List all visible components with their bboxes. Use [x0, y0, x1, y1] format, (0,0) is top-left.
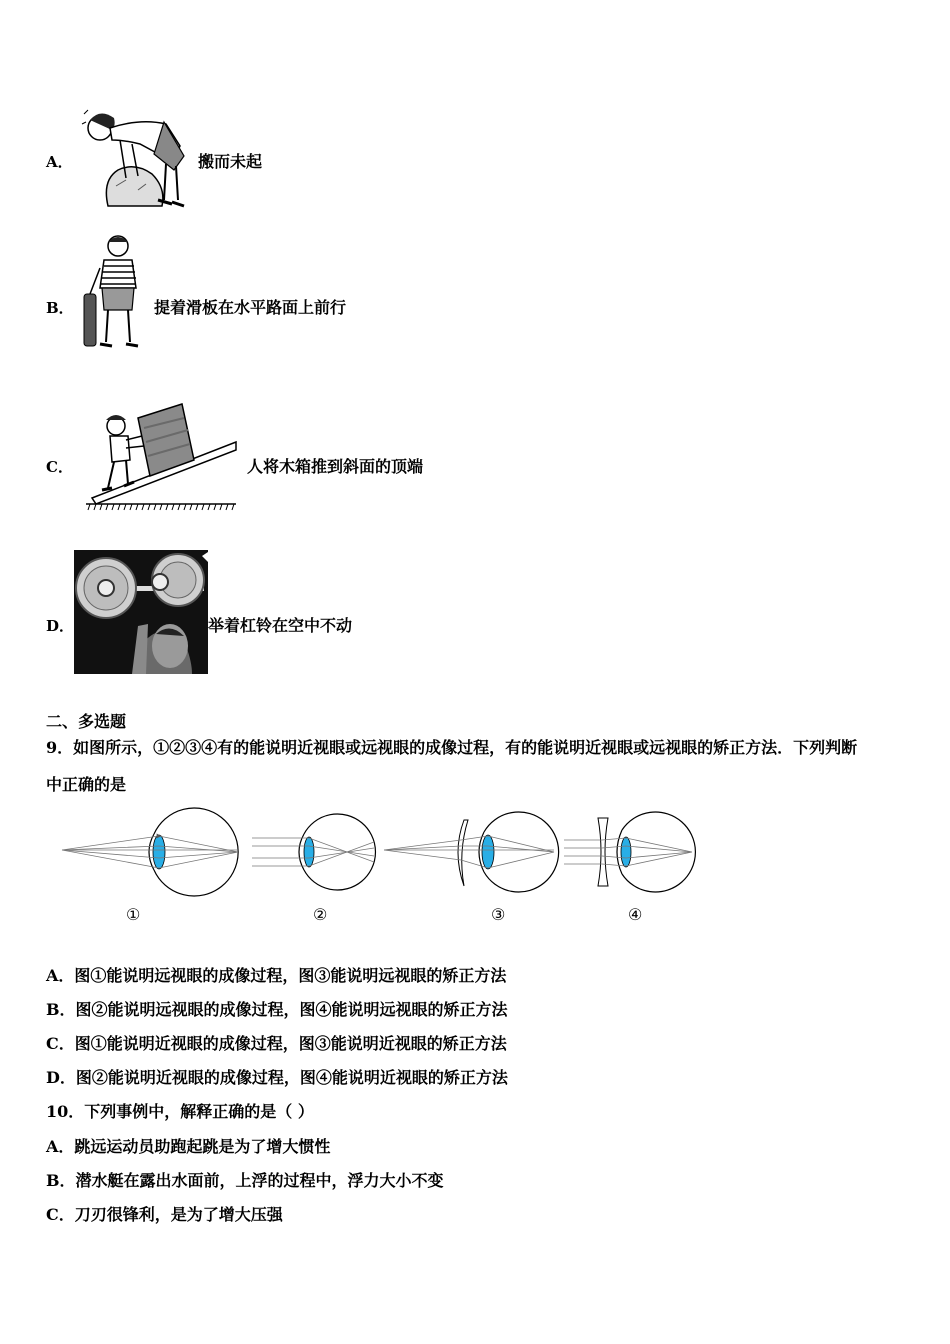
- figure-label-3: ③: [491, 905, 506, 924]
- q10-stem: 10．下列事例中，解释正确的是（ ）: [46, 1102, 314, 1121]
- q10-option-b: B．潜水艇在露出水面前，上浮的过程中，浮力大小不变: [46, 1171, 444, 1190]
- q9-option-c: C．图①能说明近视眼的成像过程，图③能说明近视眼的矫正方法: [46, 1034, 507, 1053]
- figure-label-2: ②: [313, 905, 328, 924]
- option-b-illustration: [82, 232, 152, 354]
- option-a-letter: A．: [46, 153, 73, 171]
- option-a-illustration: [80, 100, 190, 212]
- q10-option-a: A．跳远运动员助跑起跳是为了增大惯性: [46, 1137, 331, 1156]
- eye-diagram-1: [62, 808, 238, 896]
- eye-diagram-3: [384, 812, 559, 892]
- option-d-photo: [74, 550, 208, 674]
- eye-diagram-2: [252, 814, 375, 890]
- q10-option-c: C．刀刃很锋利，是为了增大压强: [46, 1205, 283, 1224]
- q9-option-b: B．图②能说明远视眼的成像过程，图④能说明远视眼的矫正方法: [46, 1000, 508, 1019]
- option-d-letter: D．: [46, 617, 75, 635]
- option-d-text: 举着杠铃在空中不动: [208, 616, 353, 635]
- option-c-text: 人将木箱推到斜面的顶端: [247, 457, 424, 476]
- figure-label-4: ④: [628, 905, 643, 924]
- option-a-text: 搬而未起: [198, 152, 263, 171]
- option-b-letter: B．: [46, 299, 74, 317]
- q9-stem-line1: 9．如图所示，①②③④有的能说明近视眼或远视眼的成像过程，有的能说明近视眼或远视眼的矫正方法．下列判断: [46, 738, 858, 757]
- option-c-illustration: [84, 398, 240, 514]
- eye-diagram-4: [564, 812, 695, 892]
- section-title: 二、多选题: [46, 712, 127, 731]
- figure-label-1: ①: [126, 905, 141, 924]
- q9-stem-line2: 中正确的是: [46, 775, 127, 794]
- q9-option-d: D．图②能说明近视眼的成像过程，图④能说明近视眼的矫正方法: [46, 1068, 508, 1087]
- q9-option-a: A．图①能说明远视眼的成像过程，图③能说明远视眼的矫正方法: [46, 966, 507, 985]
- eye-diagram-figure: [56, 806, 706, 902]
- option-b-text: 提着滑板在水平路面上前行: [154, 298, 347, 317]
- option-c-letter: C．: [46, 458, 73, 476]
